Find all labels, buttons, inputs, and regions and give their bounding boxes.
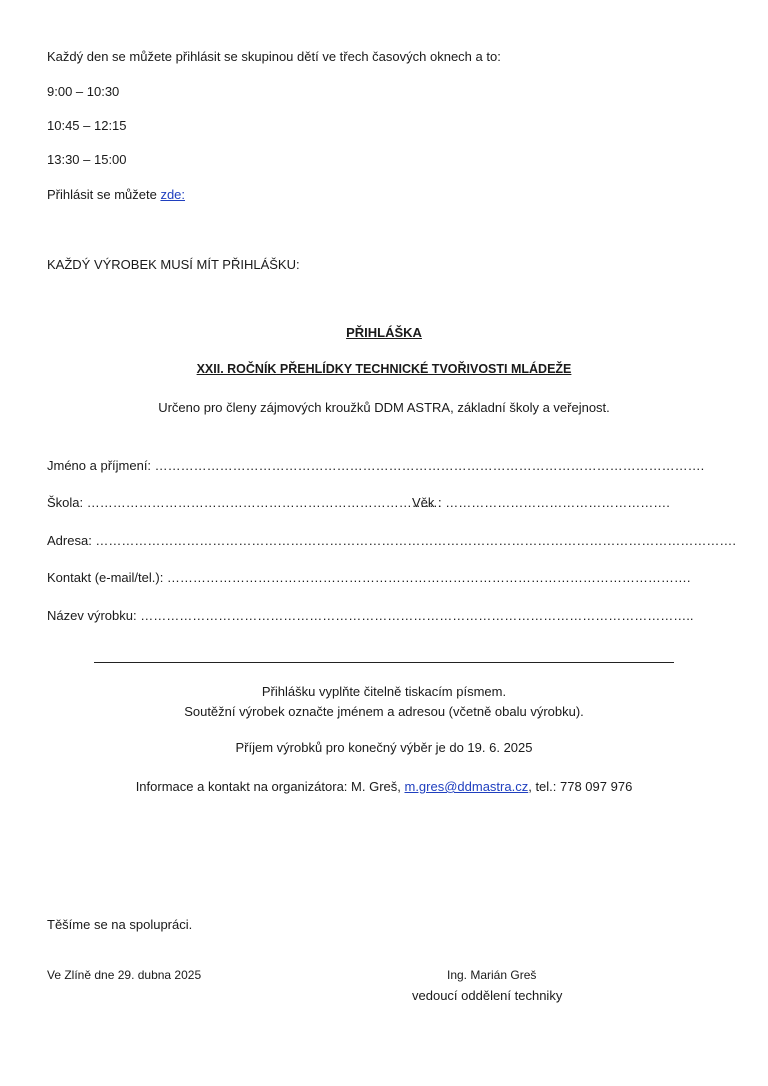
email-link[interactable]: m.gres@ddmastra.cz <box>404 779 529 794</box>
instruction-line-2: Soutěžní výrobek označte jménem a adresou (včetně obalu výrobku). <box>184 704 584 719</box>
field-contact[interactable]: Kontakt (e-mail/tel.): …………………………………………………………………………………………………………. <box>47 570 691 585</box>
notice-heading: KAŽDÝ VÝROBEK MUSÍ MÍT PŘIHLÁŠKU: <box>47 257 300 272</box>
place-date: Ve Zlíně dne 29. dubna 2025 <box>47 968 202 982</box>
field-school[interactable]: Škola: ………………………………………………………………………. <box>47 495 442 510</box>
signatory-role: vedoucí oddělení techniky <box>412 988 563 1003</box>
instruction-line-1: Přihlášku vyplňte čitelně tiskacím písmem. <box>261 684 507 699</box>
signatory-name: Ing. Marián Greš <box>447 968 537 982</box>
contact-suffix: , tel.: 778 097 976 <box>528 779 633 794</box>
signup-line <box>47 187 185 202</box>
closing-line: Těšíme se na spolupráci. <box>47 917 193 932</box>
organizer-contact <box>0 779 768 794</box>
contact-prefix: Informace a kontakt na organizátora: M. Greš, <box>135 779 405 794</box>
intro-line: Každý den se můžete přihlásit se skupinou dětí ve třech časových oknech a to: <box>47 49 501 64</box>
signup-link[interactable]: zde: <box>160 187 186 202</box>
field-address[interactable]: Adresa: …………………………………………………………………………………………………………………………………. <box>47 533 737 548</box>
intended-for: Určeno pro členy zájmových kroužků DDM ASTRA, základní školy a veřejnost. <box>158 400 610 415</box>
form-subtitle: XXII. ROČNÍK PŘEHLÍDKY TECHNICKÉ TVOŘIVOSTI MLÁDEŽE <box>196 362 572 376</box>
divider-line <box>94 662 674 663</box>
time-slot-2: 10:45 – 12:15 <box>47 118 127 133</box>
field-age[interactable]: Věk : ……………………………………………. <box>412 495 670 510</box>
form-title: PŘIHLÁŠKA <box>346 325 422 340</box>
time-slot-1: 9:00 – 10:30 <box>47 84 120 99</box>
signup-text: Přihlásit se můžete <box>47 187 161 202</box>
field-product[interactable]: Název výrobku: ……………………………………………………………………………………………………………….. <box>47 608 694 623</box>
field-name[interactable]: Jméno a příjmení: ………………………………………………………………………………………………………………. <box>47 458 705 473</box>
deadline: Příjem výrobků pro konečný výběr je do 19. 6. 2025 <box>235 740 533 755</box>
time-slot-3: 13:30 – 15:00 <box>47 152 127 167</box>
